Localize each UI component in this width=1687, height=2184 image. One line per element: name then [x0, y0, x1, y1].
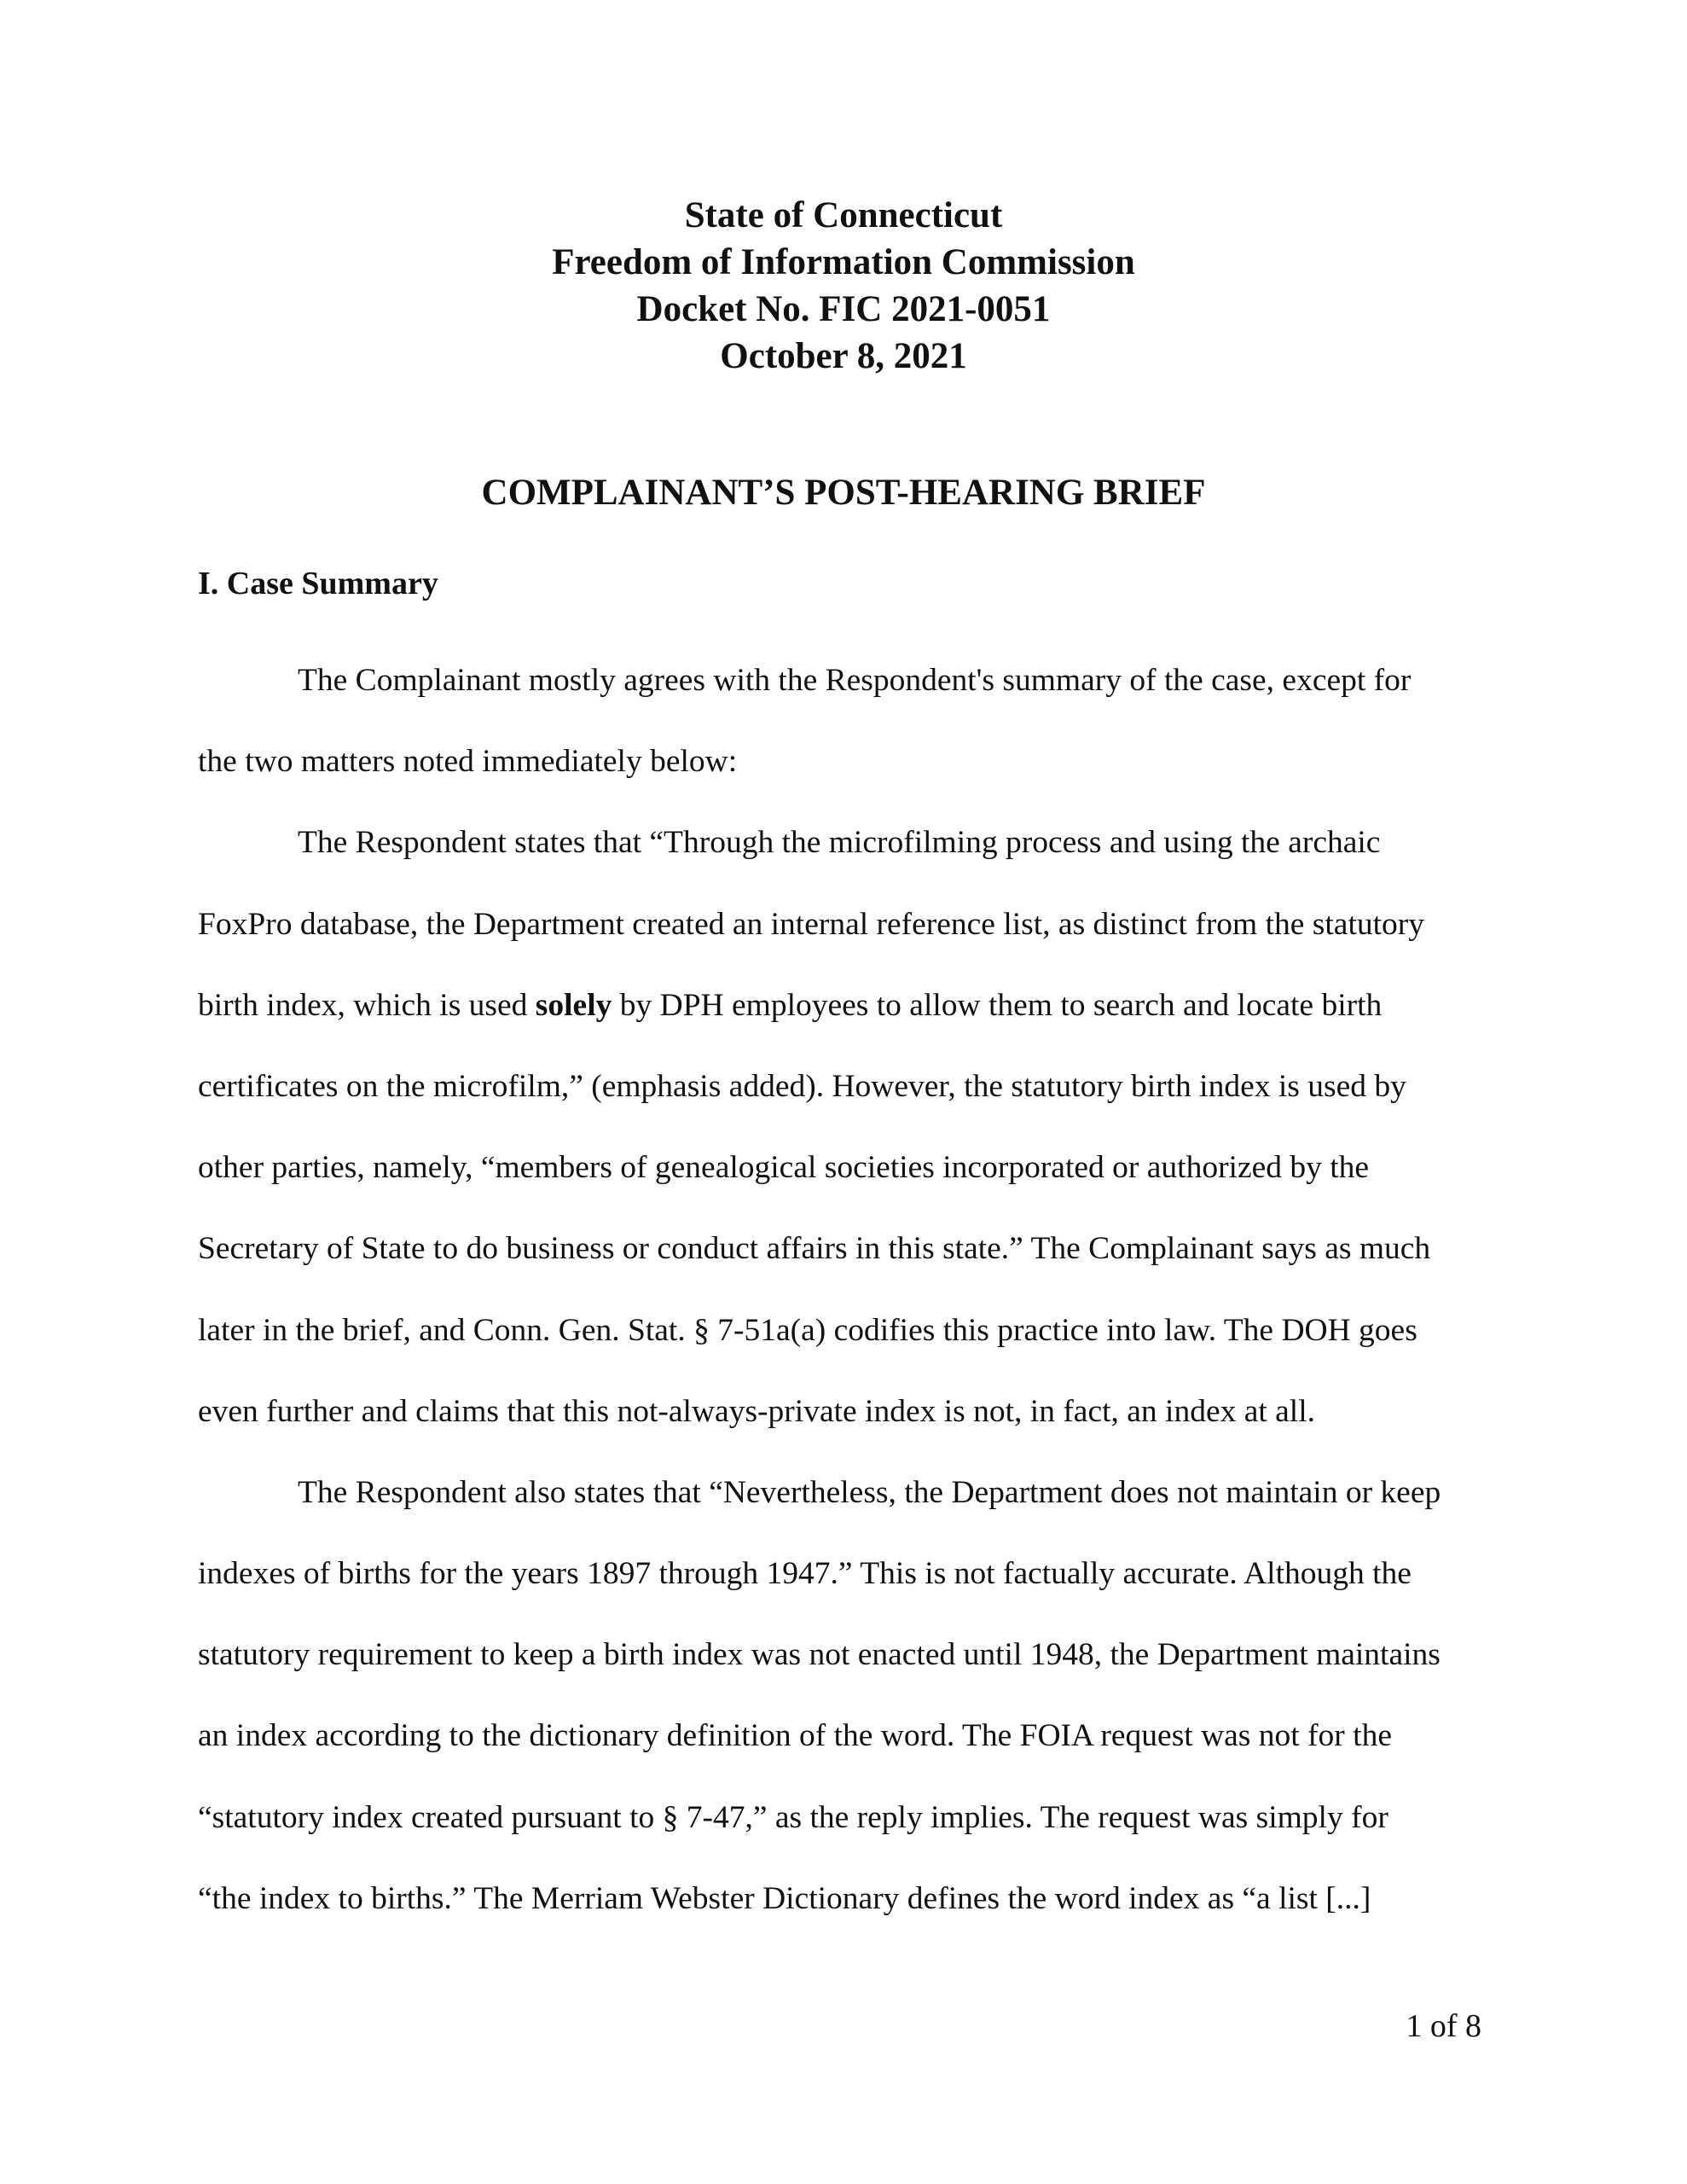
text-run: birth index, which is used [198, 987, 536, 1023]
text-run: by DPH employees to allow them to search and locate birth [612, 987, 1383, 1023]
paragraph-line: an index according to the dictionary definition of the word. The FOIA request was not for the [198, 1718, 1392, 1754]
paragraph-line: The Respondent states that “Through the microfilming process and using the archaic [298, 825, 1381, 861]
paragraph-line: even further and claims that this not-always-private index is not, in fact, an index at all. [198, 1393, 1316, 1429]
paragraph-line [198, 965, 1494, 1046]
page-number: 1 of 8 [1406, 2008, 1481, 2044]
header-date: October 8, 2021 [720, 336, 967, 376]
section-heading: I. Case Summary [198, 566, 438, 601]
header-docket: Docket No. FIC 2021-0051 [636, 289, 1051, 329]
brief-title: COMPLAINANT’S POST-HEARING BRIEF [481, 473, 1206, 513]
emphasis-solely: solely [535, 987, 612, 1023]
paragraph-line: “statutory index created pursuant to § 7-47,” as the reply implies. The request was simply for [198, 1799, 1388, 1835]
paragraph-line: The Respondent also states that “Nevertheless, the Department does not maintain or keep [298, 1474, 1441, 1510]
header-commission: Freedom of Information Commission [552, 242, 1135, 282]
paragraph-line: indexes of births for the years 1897 through 1947.” This is not factually accurate. Although the [198, 1556, 1412, 1592]
paragraph-line: other parties, namely, “members of genealogical societies incorporated or authorized by the [198, 1150, 1370, 1186]
document-header [0, 192, 1687, 380]
header-state: State of Connecticut [684, 195, 1003, 235]
paragraph-line: statutory requirement to keep a birth index was not enacted until 1948, the Department maintains [198, 1637, 1441, 1673]
paragraph-line: The Complainant mostly agrees with the Respondent's summary of the case, except for [298, 663, 1412, 698]
paragraph-line: later in the brief, and Conn. Gen. Stat. § 7-51a(a) codifies this practice into law. The DOH goes [198, 1312, 1417, 1348]
paragraph-line: FoxPro database, the Department created an internal reference list, as distinct from the statutory [198, 906, 1425, 942]
paragraph-line: Secretary of State to do business or conduct affairs in this state.” The Complainant says as much [198, 1231, 1431, 1267]
paragraph-line: the two matters noted immediately below: [198, 744, 738, 780]
paragraph-line: “the index to births.” The Merriam Webster Dictionary defines the word index as “a list [...] [198, 1880, 1371, 1916]
paragraph-line: certificates on the microfilm,” (emphasis added). However, the statutory birth index is used by [198, 1068, 1406, 1104]
body-text [198, 640, 1494, 1939]
